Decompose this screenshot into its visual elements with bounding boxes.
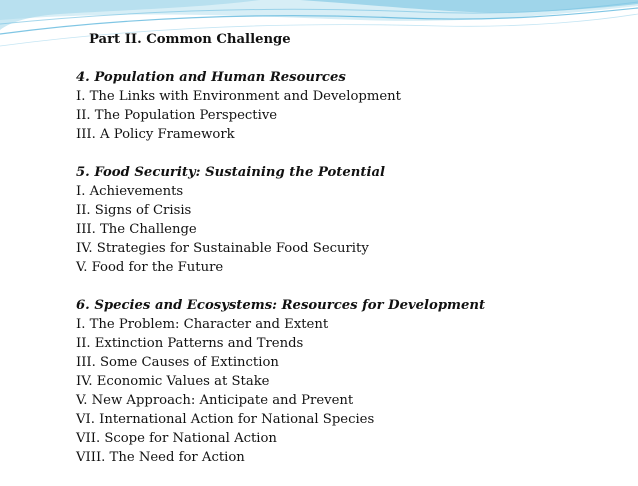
list-item: I. Achievements	[76, 184, 184, 199]
list-item: III. A Policy Framework	[76, 127, 235, 142]
list-item: IV. Strategies for Sustainable Food Security	[76, 241, 369, 256]
list-item: II. Signs of Crisis	[76, 203, 192, 218]
section-population	[76, 68, 616, 144]
section-title: 6. Species and Ecosystems: Resources for Development	[76, 298, 486, 313]
section-title: 4. Population and Human Resources	[76, 70, 346, 85]
list-item: VII. Scope for National Action	[76, 431, 277, 446]
list-item: I. The Links with Environment and Development	[76, 89, 401, 104]
list-item: V. Food for the Future	[76, 260, 224, 275]
outline-content	[76, 30, 616, 486]
list-item: VIII. The Need for Action	[76, 450, 245, 465]
section-species	[76, 296, 616, 467]
section-food-security	[76, 163, 616, 277]
list-item: III. Some Causes of Extinction	[76, 355, 279, 370]
list-item: VI. International Action for National Species	[76, 412, 375, 427]
list-item: III. The Challenge	[76, 222, 197, 237]
section-title: 5. Food Security: Sustaining the Potential	[76, 165, 386, 180]
list-item: I. The Problem: Character and Extent	[76, 317, 329, 332]
list-item: II. The Population Perspective	[76, 108, 278, 123]
list-item: IV. Economic Values at Stake	[76, 374, 270, 389]
list-item: II. Extinction Patterns and Trends	[76, 336, 304, 351]
list-item: V. New Approach: Anticipate and Prevent	[76, 393, 354, 408]
page-heading: Part II. Common Challenge	[89, 32, 291, 47]
